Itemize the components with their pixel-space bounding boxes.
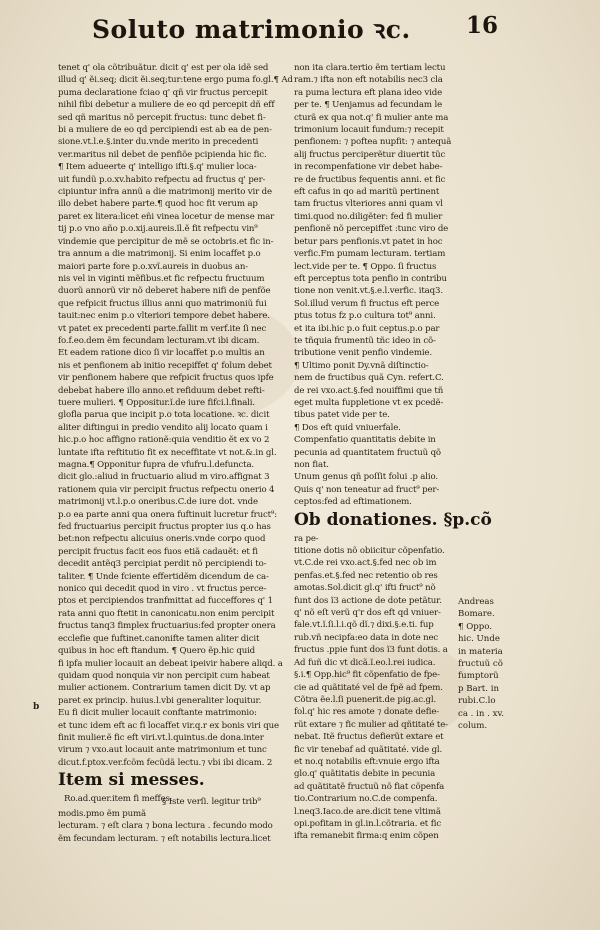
- left-column-line: rationem quia vir percipit fructus refpectu onerio 4: [58, 484, 275, 495]
- right-column-line: cturã ex qua not.q' fi mulier ante ma: [294, 112, 449, 123]
- left-column-line: rata anni quo ftetit in canonicatu.non enim percipit: [58, 608, 275, 619]
- right-column-line: tione non venit.vt.§.e.l.verfic. itaq3.: [294, 286, 443, 297]
- right-column-line: trimonium locauit fundum:⁊ recepit: [294, 125, 444, 136]
- right-column-line: ¶ Ultimo ponit Dy.vnã diſtinctio-: [294, 360, 429, 371]
- right-column-line: rub.vñ necipfa:eo data in dote nec: [294, 632, 439, 643]
- left-column-line: fi ipfa mulier locauit an debeat ipeivir habere aliqd. a: [58, 658, 283, 669]
- right-column-line: ra puma lectura eft plana ideo vide: [294, 87, 442, 98]
- right-column-line: lect.vide per te. ¶ Oppo. ſi fructus: [294, 261, 437, 272]
- left-column-line: virum ⁊ vxo.aut locauit ante matrimonium et tunc: [58, 745, 267, 756]
- right-column-line: re de fructibus fequentis anni. et fic: [294, 174, 446, 185]
- margin-gloss-line: Andreas: [458, 597, 494, 607]
- left-column-line: sed qñ maritus nõ percepit fructus: tunc debet fi-: [58, 112, 266, 123]
- left-column-line: cipiuntur infra annũ a die matrimonij merito vir de: [58, 187, 272, 198]
- right-column-line: Ob donationes. §p.cõ: [294, 509, 492, 530]
- left-column-line: dicit glo.:aliud in fructuario aliud m viro.affignat 3: [58, 472, 270, 483]
- right-column-line: nem de fructibus quã Cyn. refert.C.: [294, 373, 444, 384]
- right-column-line: te tñquia frumentũ tñc ideo in cõ-: [294, 335, 436, 346]
- right-column-line: cie ad quãtitaté vel de fpẽ ad fpem.: [294, 682, 443, 693]
- left-column-line: modis.pmo ẽm pumã: [58, 808, 146, 819]
- right-column-line: de rei vxo.act.§.fed nouiffimi que tñ: [294, 385, 444, 396]
- right-column-line: ¶ Dos eft quid vniuerfale.: [294, 422, 401, 433]
- left-column-line: tra annum a die matrimonij. Si enim locaffet p.o: [58, 249, 261, 260]
- left-column-line: tuere mulieri. ¶ Oppositur.ĭ.de iure fifci.l.finali.: [58, 397, 255, 408]
- left-column-line: tenet q' ola cõtribuãtur. dicit q' est per ola idẽ sed: [58, 63, 269, 73]
- right-column-line: Quis q' non teneatur ad fruct⁹ per-: [294, 484, 440, 495]
- left-column-line: illo debet habere parte.¶ quod hoc fit verum ap: [58, 199, 258, 210]
- left-column-line: vindemie que percipitur de mẽ se octobris.et fic in-: [58, 236, 274, 247]
- left-column-line: sione.vt.l.e.§.inter du.vnde merito in precedenti: [58, 137, 259, 148]
- right-column-line: et no.q notabilis eft:vnuie ergo ifta: [294, 756, 440, 767]
- right-column-line: timi.quod no.diligẽter: fed fi mulier: [294, 211, 443, 222]
- right-column-line: non ita clara.tertio ẽm tertiam lectu: [294, 63, 446, 73]
- right-column-line: eft perceptus tota penfio in contribu: [294, 273, 447, 284]
- right-column-line: per te. ¶ Uenjamus ad fecundam le: [294, 100, 443, 111]
- left-column-line: Et eadem ratione dico ſi vir locaffet p.o multis an: [58, 348, 265, 359]
- left-column-line: puma declaratione fciao q' qñ vir fructus percepit: [58, 87, 268, 98]
- left-column-line: glofla parua que incipit p.o tota locatione. ꝛc. dicit: [58, 410, 270, 421]
- left-column-line: debebat habere illo anno.et refiduum debet refti-: [58, 385, 265, 396]
- left-column-line: p.o ea parte anni qua onera fuftinuit lucretur fruct⁹:: [58, 509, 277, 520]
- right-column-line: pecunia ad quantitatem fructuũ qõ: [294, 447, 441, 458]
- left-column-line: fo.f.eo.dem ẽm fecundam lecturam.vt ibi dicam.: [58, 335, 260, 346]
- left-column-line: taliter. ¶ Unde fciente effertidẽm dicendum de ca-: [58, 571, 269, 582]
- right-column-line: ptus totus fz p.o cultura tot⁹ anni.: [294, 311, 436, 322]
- left-column-line: maiori parte fore p.o.xvĩ.aureis in duobus an-: [58, 261, 249, 272]
- left-column-line: tauit:nec enim p.o vlteriori tempore debet habere.: [58, 311, 270, 322]
- right-column-line: in recompenfatione vir debet habe-: [294, 162, 443, 173]
- right-column-line: funt dos ĭ3 actione de dote petãtur.: [294, 595, 442, 606]
- right-column-line: ceptos:fed ad eftimationem.: [294, 497, 412, 508]
- running-head: Soluto matrimonio ꝛc.: [92, 15, 411, 44]
- right-column-line: ra pe-: [294, 533, 319, 544]
- right-column-line: nebat. Itẽ fructus defierũt extare et: [294, 732, 444, 743]
- margin-gloss-line: Bomare.: [458, 609, 495, 620]
- left-column-line: lecturam. ⁊ eſt clara ⁊ bona lectura . fecundo modo: [58, 821, 273, 832]
- left-column-line: nihil fibi debetur a muliere de eo qd percepit dñ eff: [58, 100, 275, 111]
- left-column-line: fructus tanq3 fimplex fructuarius:fed propter onera: [58, 621, 276, 632]
- left-column-line: magna.¶ Opponitur fupra de vfufru.l.defuncta.: [58, 460, 255, 470]
- right-column-line: ram.⁊ ifta non eft notabilis nec3 cla: [294, 75, 443, 86]
- left-column-line: percipit fructus facit eos fuos etiã cadauĕt: et fi: [58, 546, 258, 557]
- left-column-line: Ro.ad.quer.item fi meffes.: [64, 794, 173, 805]
- right-column-line: tributione venit penfio vindemie.: [294, 348, 432, 359]
- right-column-line: rũt extare ⁊ fic mulier ad qñtitaté te-: [294, 719, 448, 730]
- right-column-line: amotas.Sol.dicit gl.q' ifti fruct⁹ nõ: [294, 583, 436, 594]
- right-column-line: fructus .ppie funt dos ĭ3 funt dotis. a: [294, 645, 448, 656]
- margin-gloss-line: ¶ Oppo.: [458, 621, 493, 632]
- right-column-line: fale.vt.ĭ.ſi.l.i.qõ dĭ.⁊ dixi.§.e.ti. fup: [294, 620, 434, 631]
- right-column-line: ad quãtitatẽ fructuũ nõ fiat cõpenfa: [294, 781, 445, 792]
- left-column-line: ver.maritus nil debet de penfiõe pcipienda hic fic.: [58, 149, 267, 160]
- right-column-line: Compenfatio quantitatis debite in: [294, 435, 436, 446]
- left-column-line: ẽm fecundam lecturam. ⁊ eſt notabilis lectura.licet: [58, 833, 271, 844]
- margin-gloss-line: rubi.C.lo: [458, 696, 496, 707]
- left-column-line: et tunc idem eft ac fi locaffet vir.q.r ex bonis viri que: [58, 720, 279, 731]
- right-column-line: et ita ibi.hic p.o fuit ceptus.p.o par: [294, 323, 440, 334]
- right-column-line: glo.q' quãtitatis debite in pecunia: [294, 769, 436, 780]
- left-column-line: que refpicit fructus illius anni quo matrimoniũ fui: [58, 298, 267, 309]
- left-column-line: nis vel in viginti mẽfibus.et fic refpectu fructuum: [58, 273, 265, 284]
- left-text-column: [58, 62, 293, 845]
- left-column-line: aliter diftingui in predio vendito alij locato quam i: [58, 422, 268, 433]
- margin-gloss-line: fructuũ cõ: [458, 659, 503, 670]
- right-column-line: Cõtra ẽe.l.ſi puenerit.de pig.ac.gl.: [294, 694, 437, 705]
- left-column-line: finit mulier.ẽ fic eft viri.vt.l.quintus.de dona.inter: [58, 732, 264, 743]
- margin-gloss: [458, 596, 578, 732]
- folio-number: 16: [466, 12, 499, 39]
- margin-gloss-line: p Bart. in: [458, 683, 499, 694]
- right-column-line: Unum genus qñ poſſit folui .p alio.: [294, 472, 438, 483]
- right-column-line: eget multa fuppletione vt ex pcedẽ-: [294, 397, 444, 408]
- margin-marker: b: [33, 702, 40, 712]
- margin-gloss-line: in materia: [458, 646, 503, 657]
- right-column-line: non fiat.: [294, 460, 329, 470]
- left-column-line: quidam quod nonquia vir non percipit cum habeat: [58, 670, 270, 681]
- right-column-line: l.neq3.Iaco.de are.dicit tene vltimã: [294, 806, 441, 817]
- left-column-line: fed fructuarius percipit fructus propter ius q.o has: [58, 522, 271, 533]
- left-column-line: ¶ Item adueerte q' intelligo ifti.§.q' mulier loca-: [58, 162, 257, 173]
- left-column-line: uit fundũ p.o.xv.habito refpectu ad fructus q' per-: [58, 174, 266, 185]
- right-column-line: verfic.Fm pumam lecturam. tertiam: [294, 249, 446, 260]
- right-column-line: penfas.et.§.fed nec retentio ob res: [294, 570, 438, 581]
- left-column-line: paret ex litera:licet eñi vinea locetur de mense mar: [58, 211, 275, 222]
- left-column-line: nis et penfionem ab initio recepiffet q' folum debet: [58, 360, 272, 371]
- right-column-line: fol.q' hic res amote ⁊ donate defie-: [294, 707, 440, 718]
- section-heading-item-si-messes: Item si messes.: [58, 770, 205, 791]
- right-column-line: ifta remanebit firma:q enim cõpen: [294, 831, 439, 842]
- left-column-line: illud q' ĕi.seq; dicit ĕi.seq;tur:tene ergo puma fo.gl.¶ Ad: [58, 75, 293, 86]
- right-column-line: q' nõ eſt verũ q'r dos eft qd vniuer-: [294, 608, 441, 619]
- right-column-line: betur pars penfionis.vt patet in hoc: [294, 236, 443, 247]
- left-column-line: hic.p.o hoc affigno rationẽ:quia venditio ĕt ex vo 2: [58, 435, 270, 446]
- left-column-line: tij p.o vno año p.o.xij.aureis.ĭl.ĕ fit refpectu vin⁹: [58, 224, 258, 235]
- margin-gloss-line: ca . in . xv.: [458, 708, 505, 719]
- right-column-line: §.i.¶ Opp.hic⁹ fit cõpenfatio de fpe-: [294, 670, 440, 681]
- margin-gloss-line: hic. Unde: [458, 634, 500, 645]
- margin-gloss-line: fumptorũ: [458, 671, 499, 682]
- left-column-line: luntate ifta reftitutio fit ex neceffitate vt not.&.in gl.: [58, 447, 277, 458]
- left-column-line: quibus in hoc eft ftandum. ¶ Quero ẽp.hic quid: [58, 646, 256, 657]
- right-column-line: penfionem: ⁊ poftea nupfit: ⁊ antequã: [294, 137, 452, 148]
- left-column-line: ptos et percipiendos tranfmittat ad fucceffores q' 1: [58, 596, 273, 607]
- right-column-line: vt.C.de rei vxo.act.§.fed nec ob im: [294, 558, 437, 569]
- left-column-line: decedit antẽq3 percipiat perdit nõ percipiendi to-: [58, 559, 267, 570]
- left-column-line: bet:non refpectu alicuius oneris.vnde corpo quod: [58, 534, 266, 545]
- left-column-line: vt patet ex precedenti parte.fallit m verf.ite ſi nec: [58, 323, 267, 334]
- right-column-line: tibus patet vide per te.: [294, 410, 390, 421]
- right-column-line: tam fructus vlteriores anni quam vl: [294, 199, 443, 210]
- right-column-line: fic vir tenebaf ad quãtitaté. vide gl.: [294, 744, 443, 755]
- right-column-line: tio.Contrarium no.C.de compenfa.: [294, 794, 438, 805]
- left-column-line: ecclefie que fuftinet.canonifte tamen aliter dicit: [58, 633, 260, 644]
- right-column-line: Ad fuñ dic vt dicã.ĭ.eo.l.rei iudica.: [294, 657, 436, 668]
- left-column-line: duorũ annorũ vir nõ deberet habere nifi de penfõe: [58, 286, 271, 297]
- right-column-line: penfionẽ nõ percepiffet :tunc viro de: [294, 224, 449, 235]
- left-column-line: § Iste verſi. legitur trib⁹: [162, 796, 261, 807]
- left-column-line: nonico qui decedit quod in viro . vt fructus perce-: [58, 584, 267, 595]
- right-column-line: alij fructus perciperẽtur diuertit tũc: [294, 149, 446, 160]
- left-column-line: Eu fi dicit mulier locauit conftante matrimonio:: [58, 708, 257, 719]
- left-column-line: bi a muliere de eo qd percipiendi est ab ea de pen-: [58, 125, 272, 136]
- right-column-line: eft cafus in qo ad maritũ pertinent: [294, 187, 440, 198]
- left-column-line: paret ex princip. huius.l.vbi generaliter loquitur.: [58, 695, 262, 706]
- left-column-line: mulier actionem. Contrarium tamen dicit Dy. vt ap: [58, 683, 271, 694]
- left-column-line: vir penfionem habere que refpicit fructus quos ipfe: [58, 373, 274, 384]
- right-column-line: opi.pofitam in gl.in.l.cõtraria. et fic: [294, 818, 441, 829]
- right-column-line: titione dotis nõ obiicitur cõpenfatio.: [294, 546, 445, 557]
- left-column-line: matrimonij vt.l.p.o oneribus.C.de iure dot. vnde: [58, 497, 258, 508]
- margin-gloss-line: colum.: [458, 721, 488, 732]
- left-column-line: dicut.f.ptox.ver.fcõm fecũdã lectu.⁊ vbi ibi dicam. 2: [58, 757, 273, 768]
- right-column-line: Sol.illud verum fi fructus eft perce: [294, 298, 440, 309]
